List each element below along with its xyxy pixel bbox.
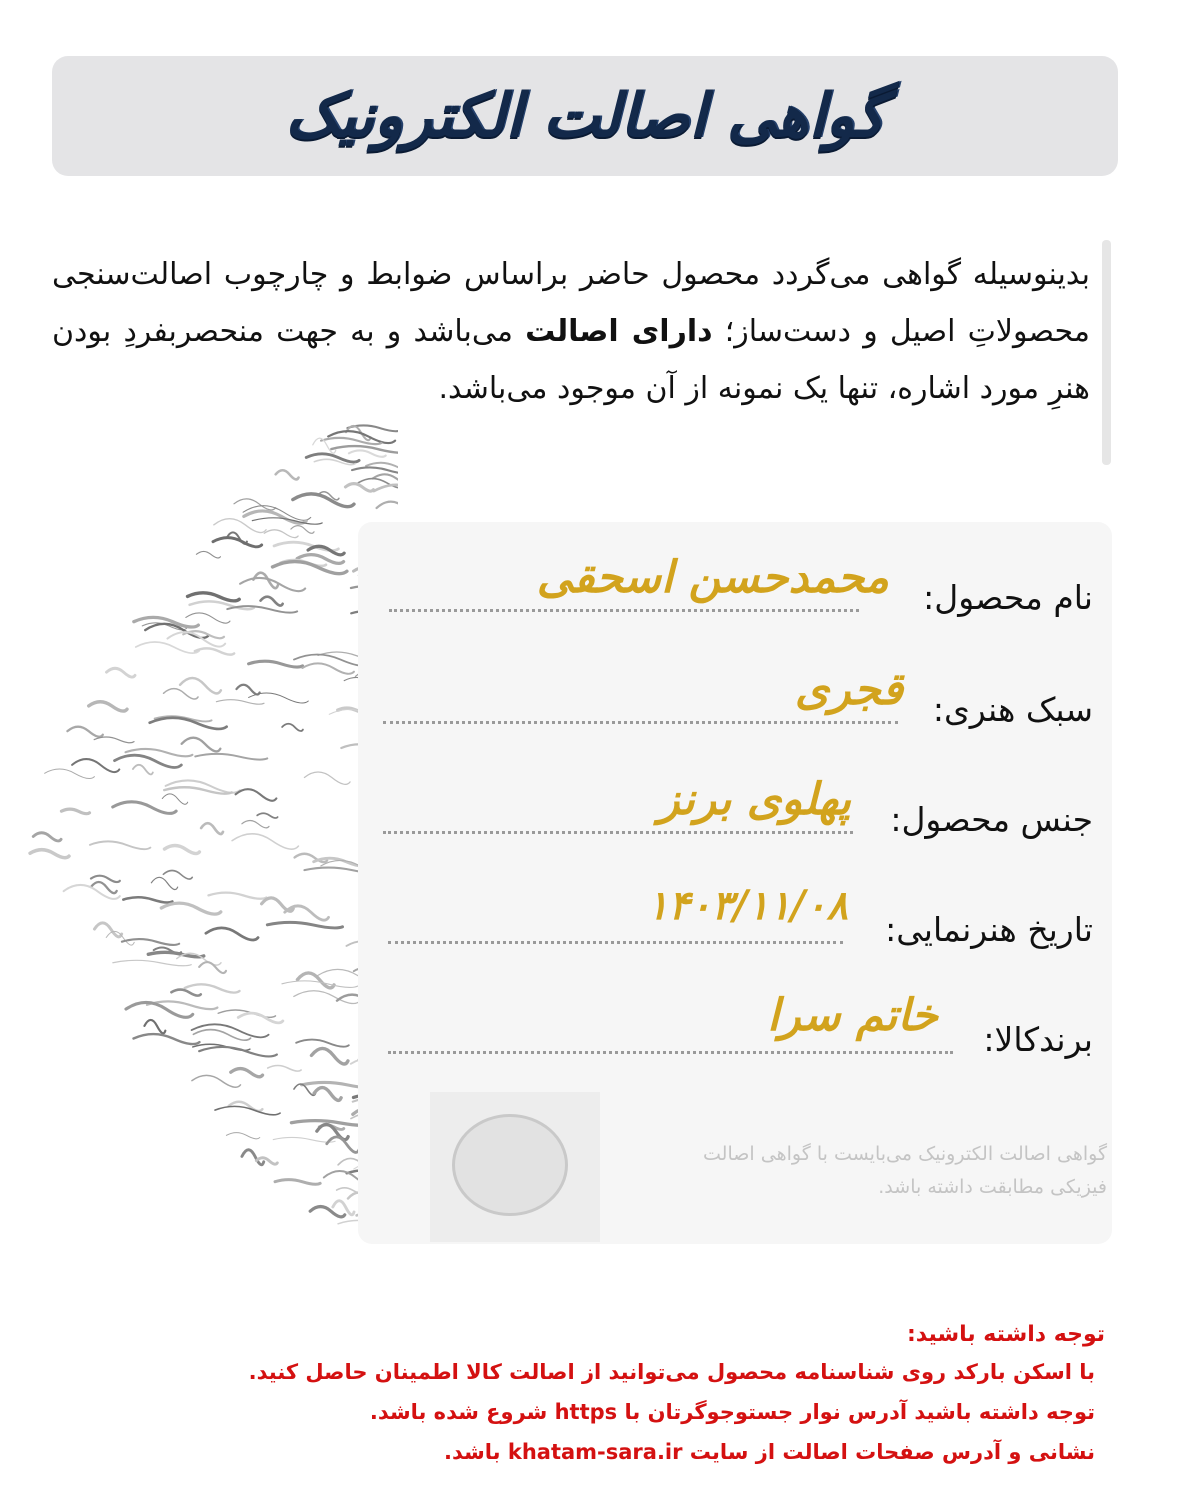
calligraphy-stroke xyxy=(126,1002,193,1017)
calligraphy-stroke xyxy=(273,1137,335,1142)
physical-certificate-note: گواهی اصالت الکترونیک می‌بایست با گواهی اصالت فیزیکی مطابقت داشته باشد. xyxy=(703,1143,1107,1198)
calligraphy-stroke xyxy=(268,1065,301,1071)
calligraphy-stroke xyxy=(285,906,329,920)
calligraphy-stroke xyxy=(261,597,283,606)
product-name-value: محمدحسن اسحقی xyxy=(536,552,889,603)
calligraphy-stroke xyxy=(195,754,267,760)
calligraphy-stroke xyxy=(327,1137,359,1153)
calligraphy-stroke xyxy=(302,663,354,673)
calligraphy-stroke xyxy=(238,1013,283,1023)
calligraphy-stroke xyxy=(199,1047,277,1056)
calligraphy-stroke xyxy=(134,1034,200,1044)
calligraphy-stroke xyxy=(136,642,199,653)
footer-heading: توجه داشته باشید: xyxy=(907,1322,1105,1347)
footer-line: با اسکن بارکد روی شناسنامه محصول می‌توانید از اصالت کالا اطمینان حاصل کنید. xyxy=(248,1360,1095,1384)
calligraphy-stroke xyxy=(182,738,221,752)
calligraphy-stroke xyxy=(33,833,61,841)
calligraphy-stroke xyxy=(113,960,191,965)
brand-label: برندکالا: xyxy=(983,1019,1093,1059)
art-style-dotted-line xyxy=(383,721,898,724)
calligraphy-stroke xyxy=(267,922,342,928)
calligraphy-stroke xyxy=(89,702,127,711)
date-dotted-line xyxy=(388,941,843,944)
intro-accent-bar xyxy=(1102,240,1111,465)
calligraphy-stroke xyxy=(106,931,134,945)
calligraphy-stroke xyxy=(186,613,230,623)
footer-line: توجه داشته باشید آدرس نوار جستوجوگرتان با https شروع شده باشد. xyxy=(369,1400,1095,1424)
art-style-label: سبک هنری: xyxy=(932,689,1093,729)
calligraphy-stroke xyxy=(306,454,359,462)
date-value: ۱۴۰۳/۱۱/۰۸ xyxy=(646,882,848,929)
field-date xyxy=(388,878,1093,948)
calligraphy-stroke xyxy=(227,606,297,613)
calligraphy-stroke xyxy=(192,1075,241,1087)
calligraphy-stroke xyxy=(333,1201,354,1215)
footer-notice xyxy=(105,1318,1105,1472)
seal-emblem xyxy=(452,1114,568,1216)
calligraphy-stroke xyxy=(45,769,95,778)
calligraphy-stroke xyxy=(161,903,220,914)
calligraphy-stroke xyxy=(167,632,225,646)
calligraphy-stroke xyxy=(257,813,277,818)
calligraphy-stroke xyxy=(164,845,199,853)
calligraphy-stroke xyxy=(150,718,227,729)
calligraphy-stroke xyxy=(171,990,200,996)
calligraphy-stroke xyxy=(313,438,336,453)
calligraphy-stroke xyxy=(163,871,192,880)
calligraphy-stroke xyxy=(206,928,258,940)
page-title: گواهی اصالت الکترونیک xyxy=(285,81,885,151)
calligraphy-stroke xyxy=(123,897,172,902)
calligraphy-stroke xyxy=(249,693,309,703)
calligraphy-stroke xyxy=(91,876,120,882)
calligraphy-stroke xyxy=(188,593,240,601)
calligraphy-stroke xyxy=(90,841,150,849)
calligraphy-stroke xyxy=(164,689,199,699)
calligraphy-stroke xyxy=(115,755,182,767)
calligraphy-stroke xyxy=(213,538,262,547)
calligraphy-stroke xyxy=(106,668,134,677)
calligraphy-stroke xyxy=(294,1084,316,1095)
product-name-label: نام محصول: xyxy=(923,577,1093,617)
calligraphy-stroke xyxy=(196,551,220,558)
calligraphy-stroke xyxy=(162,794,187,804)
calligraphy-stroke xyxy=(180,678,221,693)
calligraphy-stroke xyxy=(377,502,398,516)
calligraphy-stroke xyxy=(30,850,69,858)
calligraphy-stroke xyxy=(312,1048,348,1064)
calligraphy-stroke xyxy=(314,1088,341,1101)
footer-line: نشانی و آدرس صفحات اصالت از سایت khatam-sara.ir باشد. xyxy=(444,1440,1095,1464)
brand-value: خاتم سرا xyxy=(767,990,938,1041)
calligraphy-stroke xyxy=(345,484,373,492)
calligraphy-stroke xyxy=(195,648,234,654)
field-product-name xyxy=(389,546,1093,616)
field-material xyxy=(383,768,1093,838)
calligraphy-stroke xyxy=(310,1207,345,1217)
calligraphy-stroke xyxy=(208,893,266,899)
calligraphy-stroke xyxy=(352,467,398,473)
calligraphy-stroke xyxy=(294,991,360,1004)
calligraphy-stroke xyxy=(282,981,358,988)
field-art-style xyxy=(383,658,1093,728)
calligraphy-stroke xyxy=(282,724,303,731)
field-brand xyxy=(388,988,1093,1058)
calligraphy-stroke xyxy=(291,526,314,534)
calligraphy-stroke xyxy=(133,765,153,775)
calligraphy-stroke xyxy=(276,470,299,479)
calligraphy-stroke xyxy=(177,953,221,965)
calligraphy-stroke xyxy=(199,962,226,973)
product-name-dotted-line xyxy=(389,609,859,612)
material-label: جنس محصول: xyxy=(890,799,1093,839)
material-dotted-line xyxy=(383,831,853,834)
art-style-value: قجری xyxy=(794,664,903,715)
calligraphy-stroke xyxy=(242,821,269,828)
calligraphy-stroke xyxy=(226,1133,259,1139)
calligraphy-stroke xyxy=(216,700,264,705)
calligraphy-stroke xyxy=(94,737,134,743)
calligraphy-stroke xyxy=(293,494,354,507)
calligraphy-stroke xyxy=(232,834,298,849)
calligraphy-stroke xyxy=(214,519,266,533)
intro-text-after: می‌باشد و به جهت منحصربفردِ بودن هنرِ مورد اشاره، تنها یک نمونه از آن موجود می‌باشد. xyxy=(52,314,1090,406)
calligraphy-stroke xyxy=(349,450,386,456)
calligraphy-stroke xyxy=(264,530,298,538)
calligraphy-stroke xyxy=(144,1020,165,1033)
calligraphy-stroke xyxy=(236,789,277,801)
calligraphy-stroke xyxy=(275,1180,320,1185)
header-banner xyxy=(52,56,1118,176)
calligraphy-stroke xyxy=(236,685,259,695)
calligraphy-stroke xyxy=(215,1106,280,1114)
brand-dotted-line xyxy=(388,1051,953,1054)
calligraphy-stroke xyxy=(185,984,240,992)
calligraphy-stroke xyxy=(249,661,303,667)
calligraphy-stroke xyxy=(304,772,350,784)
calligraphy-stroke xyxy=(231,1069,263,1077)
intro-text-bold: دارای اصالت xyxy=(525,314,713,349)
intro-text-before: بدینوسیله گواهی می‌گردد محصول حاضر براساس ضوابط و چارچوب اصالت‌سنجی محصولاتِ اصیل و دست‌ساز؛ xyxy=(52,257,1090,349)
material-value: پهلوی برنز xyxy=(658,774,851,825)
calligraphy-stroke xyxy=(91,882,117,893)
calligraphy-stroke xyxy=(296,1040,349,1047)
calligraphy-stroke xyxy=(151,877,177,889)
calligraphy-stroke xyxy=(122,939,179,945)
calligraphy-stroke xyxy=(113,802,176,814)
intro-paragraph xyxy=(52,246,1090,417)
seal-stamp xyxy=(430,1092,600,1242)
date-label: تاریخ هنرنمایی: xyxy=(885,909,1093,949)
calligraphy-stroke xyxy=(67,727,102,737)
calligraphy-stroke xyxy=(201,823,223,834)
calligraphy-stroke xyxy=(72,759,119,772)
calligraphy-stroke xyxy=(234,499,276,510)
calligraphy-stroke xyxy=(61,809,89,814)
calligraphy-pattern xyxy=(18,418,398,1238)
